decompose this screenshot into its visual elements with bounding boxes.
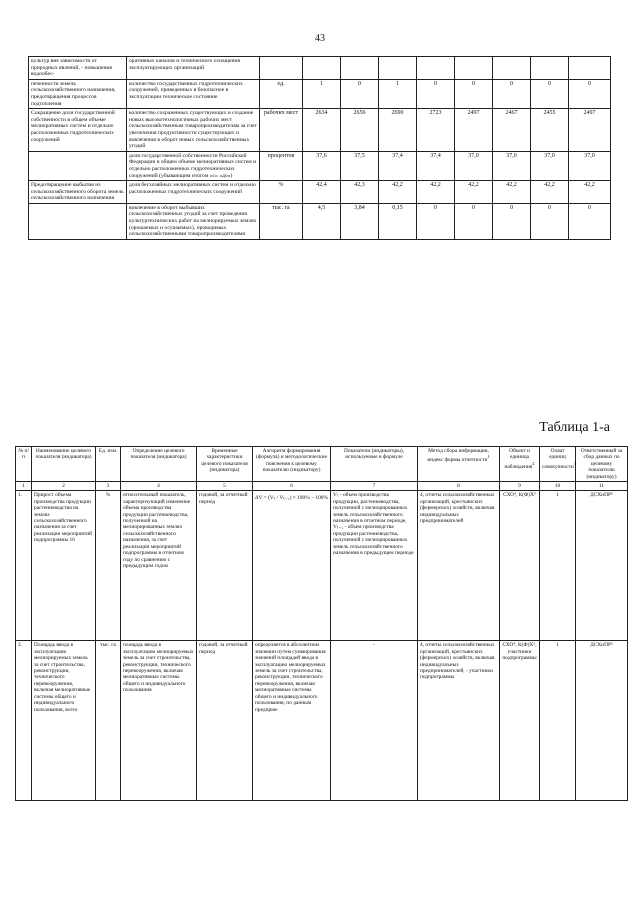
goal-cell: Предотвращение выбытия из сельскохозяйственного оборота земель сельскохозяйственного назначения	[29, 181, 127, 204]
goal-cell	[29, 203, 127, 239]
header-coverage: Охват единиц совокупности$^3$	[540, 447, 576, 482]
goal-cell: Сокращение доли государственной собственности в общем объеме мелиоративных систем и отдельно расположенных гидротехнических сооружений	[29, 109, 127, 152]
row-object: СХО⁴, К(Ф)Х⁵	[500, 491, 540, 641]
row-unit: тыс. га	[96, 641, 121, 801]
value-cell: 2634	[303, 109, 341, 152]
indicator-cell: доля бесхозяйных мелиоративных систем и отдельно расположенных гидротехнических сооружений	[127, 181, 260, 204]
row-method: 4, отчеты сельскохозяйственных организаций, крестьянских (фермерских) хозяйств, включая индивидуальных предпринимателей	[418, 491, 500, 641]
table-row	[29, 181, 611, 204]
row-time: годовой, за отчетный период	[197, 491, 253, 641]
indicator-cell: оративных каналов и технического оснащения эксплуатирующих организаций	[127, 57, 260, 80]
table-row	[29, 109, 611, 152]
value-cell: 2656	[341, 109, 379, 152]
row-definition: относительный показатель, характеризующий изменение объема производства продукции растениеводства, полученной на мелиорированных землях сельскохозяйственного назначения, за счет реализации мероприятий подпрограммы в отчетном году по сравнению с предыдущим годом	[121, 491, 197, 641]
unit-cell	[260, 57, 303, 80]
table-caption: Таблица 1-а	[539, 420, 610, 435]
row-responsible: ДСХиПР⁶	[576, 491, 628, 641]
indicator-cell: количество сохраненных существующих и создание новых высокотехнологичных рабочих мест сельскохозяйственным товаропроизводителям за счет увеличения продуктивности существующих и вовлечения в оборот новых сельскохозяйственных угодий	[127, 109, 260, 152]
row-unit: %	[96, 491, 121, 641]
value-cell: 42,2	[417, 181, 455, 204]
table-row	[16, 491, 628, 641]
value-cell: 37,5	[341, 151, 379, 180]
value-cell: 0	[569, 79, 611, 108]
table-row	[29, 151, 611, 180]
goal-cell: культур вне зависимости от природных явлений, - повышения водообес-	[29, 57, 127, 80]
value-cell: 1	[303, 79, 341, 108]
value-cell: 42,2	[531, 181, 569, 204]
value-cell	[531, 57, 569, 80]
col-number: 1	[16, 482, 32, 491]
value-cell: 37,0	[455, 151, 493, 180]
value-cell: 42,3	[341, 181, 379, 204]
col-number: 10	[540, 482, 576, 491]
value-cell	[379, 57, 417, 80]
row-time: годовой, за отчетный период	[197, 641, 253, 801]
page-number: 43	[315, 33, 325, 44]
value-cell	[303, 57, 341, 80]
value-cell	[569, 57, 611, 80]
indicator-cell: количество государственных гидротехнических сооружений, приведенных в безопасное в эксплуатации техническое состояние	[127, 79, 260, 108]
unit-cell: тыс. га	[260, 203, 303, 239]
row-responsible: ДСХиПР⁶	[576, 641, 628, 801]
header-num: № п/п	[16, 447, 32, 482]
value-cell: 37,4	[417, 151, 455, 180]
header-indicators: Показатели (индикаторы), используемые в формуле	[331, 447, 418, 482]
row-name: Площадь ввода в эксплуатацию мелиорируемых земель за счет строительства, реконструкции, технического перевооружения, включая мелиоративные системы общего и индивидуального пользования, всего	[32, 641, 96, 801]
value-cell: 0	[531, 79, 569, 108]
unit-cell: рабочих мест	[260, 109, 303, 152]
value-cell: 37,0	[493, 151, 531, 180]
value-cell: 0	[493, 79, 531, 108]
value-cell: 0	[341, 79, 379, 108]
row-indicators: Vₜ - объем производства продукции, растениеводства, полученной с мелиорированных земель сельскохозяйственного назначения в отчетном периоде, Vₜ₋₁ - объем производства продукции растениеводства, полученной с мелиорированных земель сельскохозяйственного назначения в предыдущем периоде	[331, 491, 418, 641]
header-name: Наименование целевого показателя (индикатора)	[32, 447, 96, 482]
col-number: 8	[418, 482, 500, 491]
value-cell: 2497	[569, 109, 611, 152]
value-cell: 37,0	[531, 151, 569, 180]
value-cell: 0	[531, 203, 569, 239]
value-cell	[341, 57, 379, 80]
value-cell	[417, 57, 455, 80]
row-name: Прирост объема производства продукции растениеводства на землях сельскохозяйственного назначения за счет реализации мероприятий подпрограммы 16	[32, 491, 96, 641]
goal-cell: печенности земель сельскохозяйственного назначения, предотвращения процессов подтопления	[29, 79, 127, 108]
col-number: 11	[576, 482, 628, 491]
goal-cell	[29, 151, 127, 180]
value-cell	[455, 57, 493, 80]
indicator-cell: доля государственной собственности Российской Федерации в общем объеме мелиоративных систем и отдельно расположенных гидротехнических сооружений (убывающим итогом «с» «до»)	[127, 151, 260, 180]
value-cell: 3,84	[341, 203, 379, 239]
row-num: 1.	[16, 491, 32, 641]
indicator-cell: вовлечение в оборот выбывших сельскохозяйственных угодий за счет проведения культуртехнических работ на мелиорируемых землях (орошаемых и осушаемых), проводимых сельскохозяйственными товаропроизводителями	[127, 203, 260, 239]
value-cell: 1	[379, 79, 417, 108]
table-row	[29, 203, 611, 239]
value-cell: 42,2	[569, 181, 611, 204]
col-number: 7	[331, 482, 418, 491]
row-method: 4, отчеты сельскохозяйственных организаций, крестьянских (фермерских) хозяйств, включая индивидуальных предпринимателей, - участники подпрограммы	[418, 641, 500, 801]
row-object: СХО⁴, К(Ф)Х⁵, участники подпрограммы	[500, 641, 540, 801]
indicators-methodology-table	[15, 446, 628, 801]
value-cell: 0	[455, 79, 493, 108]
unit-cell: процентов	[260, 151, 303, 180]
indicators-values-table	[28, 56, 611, 240]
header-responsible: Ответственный за сбор данных по целевому показателю (индикатору)	[576, 447, 628, 482]
row-formula: определяется в абсолютном значении путем суммирования значений площадей ввода в эксплуатацию мелиорируемых земель за счет строительства, реконструкции, технического перевооружения, включая мелиоративные системы общего и индивидуального пользования, по данным предприя-	[253, 641, 331, 801]
row-coverage: 1	[540, 641, 576, 801]
value-cell: 2455	[531, 109, 569, 152]
col-number: 3	[96, 482, 121, 491]
header-method: Метод сбора информации, индекс формы отчетности$^1$	[418, 447, 500, 482]
value-cell: 2497	[455, 109, 493, 152]
value-cell: 0	[417, 203, 455, 239]
value-cell: 42,2	[493, 181, 531, 204]
unit-cell: ед.	[260, 79, 303, 108]
value-cell: 0,15	[379, 203, 417, 239]
header-unit: Ед. изм.	[96, 447, 121, 482]
header-object: Объект и единица наблюдения$^2$	[500, 447, 540, 482]
col-number: 9	[500, 482, 540, 491]
value-cell: 0	[455, 203, 493, 239]
unit-cell: %	[260, 181, 303, 204]
value-cell: 37,0	[569, 151, 611, 180]
value-cell: 2723	[417, 109, 455, 152]
table-row	[29, 79, 611, 108]
header-row	[16, 447, 628, 482]
col-number: 6	[253, 482, 331, 491]
value-cell	[493, 57, 531, 80]
row-formula: ΔV = (Vₜ / Vₜ₋₁) × 100% − 100%	[253, 491, 331, 641]
col-number: 4	[121, 482, 197, 491]
header-definition: Определение целевого показателя (индикатора)	[121, 447, 197, 482]
value-cell: 42,2	[379, 181, 417, 204]
value-cell: 4,5	[303, 203, 341, 239]
value-cell: 37,6	[303, 151, 341, 180]
col-number: 5	[197, 482, 253, 491]
value-cell: 2467	[493, 109, 531, 152]
header-formula: Алгоритм формирования (формула) и методологические пояснения к целевому показателю (индикатору)	[253, 447, 331, 482]
table-row	[16, 641, 628, 801]
table-row	[29, 57, 611, 80]
column-number-row	[16, 482, 628, 491]
row-num: 2.	[16, 641, 32, 801]
row-definition: площадь ввода в эксплуатацию мелиорируемых земель за счет строительства, реконструкции, технического перевооружения, включая мелиоративные системы общего и индивидуального пользования	[121, 641, 197, 801]
value-cell: 42,4	[303, 181, 341, 204]
value-cell: 37,4	[379, 151, 417, 180]
row-indicators: -	[331, 641, 418, 801]
value-cell: 0	[493, 203, 531, 239]
col-number: 2	[32, 482, 96, 491]
value-cell: 42,2	[455, 181, 493, 204]
value-cell: 0	[569, 203, 611, 239]
header-time: Временные характеристики целевого показателя (индикатора)	[197, 447, 253, 482]
value-cell: 2690	[379, 109, 417, 152]
row-coverage: 1	[540, 491, 576, 641]
value-cell: 0	[417, 79, 455, 108]
